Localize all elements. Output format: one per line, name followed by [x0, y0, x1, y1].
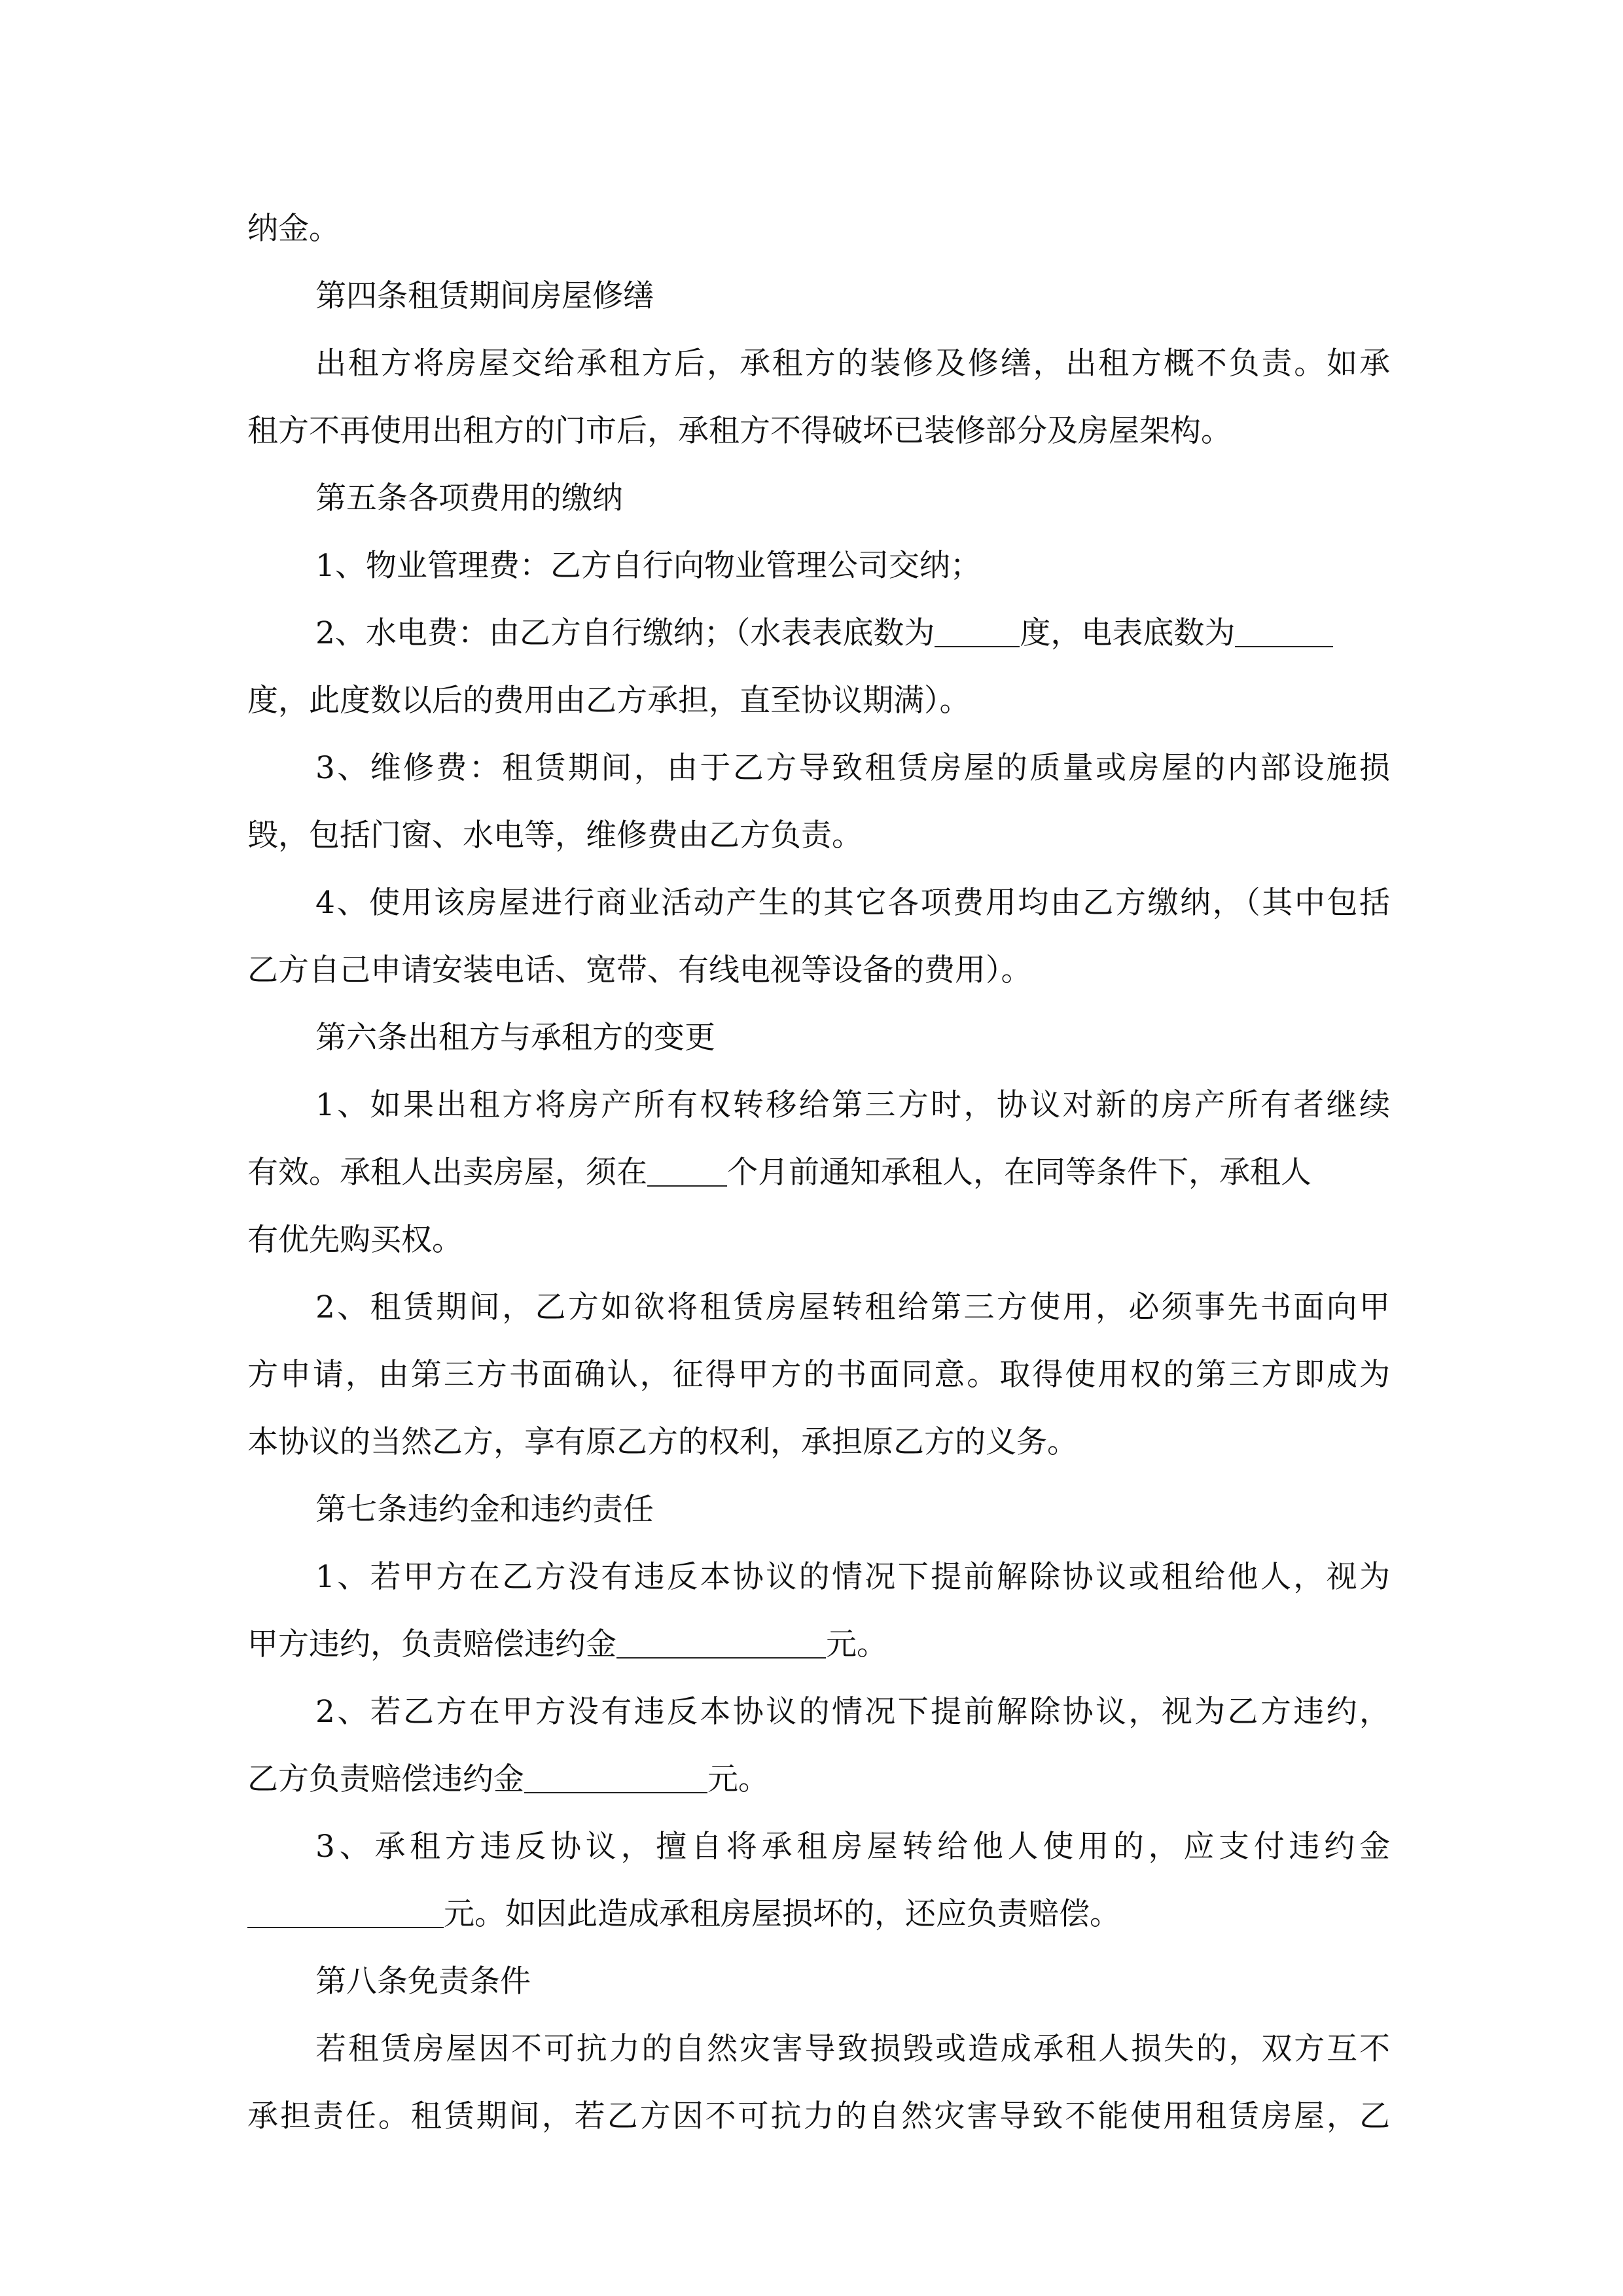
fill-in-blank [247, 1896, 444, 1928]
paragraph-line [247, 1880, 1390, 1948]
fill-in-blank [647, 1155, 727, 1187]
paragraph-line: 2、若乙方在甲方没有违反本协议的情况下提前解除协议，视为乙方违约， [315, 1694, 1390, 1730]
paragraph-line [247, 1139, 1390, 1206]
paragraph-line [247, 600, 1390, 667]
section-heading: 第八条免责条件 [315, 1964, 531, 2000]
section-heading: 第五条各项费用的缴纳 [315, 480, 623, 516]
document-body [247, 195, 1390, 2150]
paragraph-line: 本协议的当然乙方，享有原乙方的权利，承担原乙方的义务。 [247, 1424, 1078, 1460]
paragraph-line: 纳金。 [247, 211, 340, 247]
paragraph-line: 2、租赁期间，乙方如欲将租赁房屋转租给第三方使用，必须事先书面向甲 [315, 1289, 1390, 1325]
fill-in-blank [524, 1761, 707, 1793]
line-text: 有效。承租人出卖房屋，须在 [247, 1155, 647, 1191]
paragraph-line: 毁，包括门窗、水电等，维修费由乙方负责。 [247, 817, 863, 853]
paragraph-line: 若租赁房屋因不可抗力的自然灾害导致损毁或造成承租人损失的，双方互不 [315, 2031, 1390, 2067]
section-heading: 第四条租赁期间房屋修缮 [315, 278, 654, 314]
section-heading: 第六条出租方与承租方的变更 [315, 1020, 715, 1056]
line-text: 元。 [826, 1626, 887, 1662]
paragraph-line: 度，此度数以后的费用由乙方承担，直至协议期满）。 [247, 683, 971, 719]
paragraph-line: 租方不再使用出租方的门市后，承租方不得破坏已装修部分及房屋架构。 [247, 413, 1232, 449]
line-text: 元。 [707, 1761, 769, 1797]
fill-in-blank [935, 615, 1020, 647]
paragraph-line: 1、物业管理费：乙方自行向物业管理公司交纳； [315, 548, 981, 584]
line-text: 元。如因此造成承租房屋损坏的，还应负责赔偿。 [444, 1896, 1120, 1932]
line-text: 度，电表底数为 [1020, 615, 1236, 651]
line-text: 个月前通知承租人，在同等条件下，承租人 [727, 1155, 1311, 1191]
paragraph-line: 方申请，由第三方书面确认，征得甲方的书面同意。取得使用权的第三方即成为 [247, 1357, 1390, 1393]
paragraph-line: 1、若甲方在乙方没有违反本协议的情况下提前解除协议或租给他人，视为 [315, 1559, 1390, 1595]
paragraph-line: 出租方将房屋交给承租方后，承租方的装修及修缮，出租方概不负责。如承 [315, 346, 1390, 382]
line-text: 甲方违约，负责赔偿违约金 [247, 1626, 616, 1662]
paragraph-line: 3、承租方违反协议，擅自将承租房屋转给他人使用的，应支付违约金 [315, 1829, 1390, 1865]
section-heading: 第七条违约金和违约责任 [315, 1492, 654, 1528]
paragraph-line [247, 1746, 1390, 1813]
paragraph-line [247, 1611, 1390, 1678]
paragraph-line: 有优先购买权。 [247, 1222, 463, 1258]
paragraph-line: 4、使用该房屋进行商业活动产生的其它各项费用均由乙方缴纳，（其中包括 [315, 885, 1390, 921]
fill-in-blank [1235, 615, 1333, 647]
line-text: 2、水电费：由乙方自行缴纳；（水表表底数为 [315, 615, 935, 651]
fill-in-blank [616, 1626, 826, 1659]
paragraph-line: 承担责任。租赁期间，若乙方因不可抗力的自然灾害导致不能使用租赁房屋，乙 [247, 2098, 1390, 2134]
line-text: 乙方负责赔偿违约金 [247, 1761, 524, 1797]
paragraph-line: 乙方自己申请安装电话、宽带、有线电视等设备的费用）。 [247, 952, 1032, 988]
paragraph-line: 1、如果出租方将房产所有权转移给第三方时，协议对新的房产所有者继续 [315, 1087, 1390, 1123]
paragraph-line: 3、维修费：租赁期间，由于乙方导致租赁房屋的质量或房屋的内部设施损 [315, 750, 1390, 786]
